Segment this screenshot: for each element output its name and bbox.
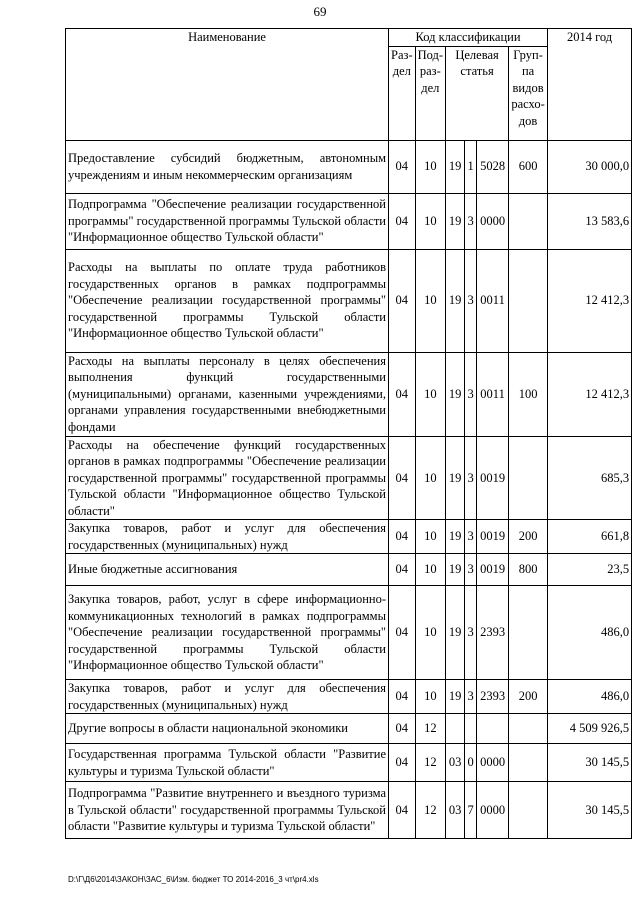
table-row: [66, 249, 632, 352]
row-cs3: 0000: [477, 744, 509, 782]
header-classification: Код классификации: [389, 29, 548, 47]
row-razdel: 04: [389, 436, 416, 520]
row-name: Расходы на выплаты персоналу в целях обеспечения выполнения функций государственными (муниципальными) органами, казенными учреждениями, органами управления государственными внебюджетными фондами: [66, 352, 389, 436]
row-podrazdel: 12: [415, 782, 445, 839]
row-cs2: 7: [465, 782, 477, 839]
row-cs1: 19: [446, 436, 465, 520]
row-cs3: 0019: [477, 520, 509, 554]
row-name: Иные бюджетные ассигнования: [66, 554, 389, 586]
row-cs3: [477, 714, 509, 744]
row-podrazdel: 10: [415, 554, 445, 586]
row-razdel: 04: [389, 140, 416, 193]
table-row: [66, 554, 632, 586]
row-razdel: 04: [389, 680, 416, 714]
row-amount: 12 412,3: [548, 352, 632, 436]
row-name: Расходы на выплаты по оплате труда работников государственных органов в рамках подпрограммы "Обеспечение реализации государственной программы" государственной программы Тульской области "Информационное общество Тульской области": [66, 249, 389, 352]
row-cs2: 3: [465, 520, 477, 554]
row-vr: 800: [509, 554, 548, 586]
header-target-article: Целевая статья: [446, 46, 509, 140]
row-amount: 486,0: [548, 586, 632, 680]
row-cs3: 0000: [477, 193, 509, 249]
table-row: [66, 520, 632, 554]
row-podrazdel: 12: [415, 714, 445, 744]
row-cs2: [465, 714, 477, 744]
row-name: Подпрограмма "Обеспечение реализации государственной программы" государственной программы Тульской области "Информационное общество Тульской области": [66, 193, 389, 249]
row-amount: 486,0: [548, 680, 632, 714]
row-cs3: 2393: [477, 680, 509, 714]
row-cs3: 0011: [477, 249, 509, 352]
row-razdel: 04: [389, 554, 416, 586]
row-cs2: 3: [465, 680, 477, 714]
row-amount: 30 145,5: [548, 782, 632, 839]
budget-table: [65, 28, 632, 839]
row-amount: 4 509 926,5: [548, 714, 632, 744]
row-cs2: 0: [465, 744, 477, 782]
row-podrazdel: 10: [415, 520, 445, 554]
row-cs2: 3: [465, 352, 477, 436]
row-cs1: 03: [446, 744, 465, 782]
table-row: [66, 586, 632, 680]
row-cs1: 19: [446, 520, 465, 554]
header-name: Наименование: [66, 29, 389, 141]
row-razdel: 04: [389, 744, 416, 782]
row-cs1: [446, 714, 465, 744]
row-razdel: 04: [389, 352, 416, 436]
row-vr: [509, 249, 548, 352]
header-subsection: Под- раз- дел: [415, 46, 445, 140]
row-cs3: 0011: [477, 352, 509, 436]
row-vr: [509, 782, 548, 839]
row-vr: 200: [509, 680, 548, 714]
row-razdel: 04: [389, 714, 416, 744]
row-cs1: 19: [446, 140, 465, 193]
row-cs1: 19: [446, 249, 465, 352]
table-row: [66, 744, 632, 782]
row-amount: 30 000,0: [548, 140, 632, 193]
row-cs2: 3: [465, 249, 477, 352]
row-name: Другие вопросы в области национальной экономики: [66, 714, 389, 744]
row-razdel: 04: [389, 193, 416, 249]
table-row: [66, 436, 632, 520]
row-podrazdel: 10: [415, 680, 445, 714]
table-body: [66, 140, 632, 839]
row-amount: 12 412,3: [548, 249, 632, 352]
row-razdel: 04: [389, 249, 416, 352]
table-row: [66, 680, 632, 714]
row-vr: 100: [509, 352, 548, 436]
row-cs1: 19: [446, 193, 465, 249]
row-cs2: 1: [465, 140, 477, 193]
row-vr: 600: [509, 140, 548, 193]
row-podrazdel: 10: [415, 193, 445, 249]
row-cs3: 0019: [477, 554, 509, 586]
row-cs1: 19: [446, 554, 465, 586]
table-row: [66, 714, 632, 744]
row-podrazdel: 10: [415, 352, 445, 436]
row-amount: 685,3: [548, 436, 632, 520]
header-expense-group: Груп- па видов расхо- дов: [509, 46, 548, 140]
row-podrazdel: 10: [415, 436, 445, 520]
row-amount: 30 145,5: [548, 744, 632, 782]
row-vr: [509, 744, 548, 782]
table-row: [66, 352, 632, 436]
row-name: Предоставление субсидий бюджетным, автономным учреждениям и иным некоммерческим организациям: [66, 140, 389, 193]
row-razdel: 04: [389, 520, 416, 554]
row-cs1: 19: [446, 680, 465, 714]
row-cs3: 2393: [477, 586, 509, 680]
row-cs3: 0000: [477, 782, 509, 839]
row-name: Государственная программа Тульской области "Развитие культуры и туризма Тульской области": [66, 744, 389, 782]
row-vr: [509, 714, 548, 744]
footer-path: D:\Г\Д6\2014\ЗАКОН\ЗАС_6\Изм. бюджет ТО 2014-2016_3 чт\pr4.xls: [68, 875, 319, 884]
page-number: 69: [313, 4, 327, 19]
row-vr: [509, 586, 548, 680]
row-amount: 661,8: [548, 520, 632, 554]
row-cs1: 19: [446, 586, 465, 680]
row-cs2: 3: [465, 554, 477, 586]
table-row: [66, 140, 632, 193]
table-row: [66, 782, 632, 839]
row-podrazdel: 12: [415, 744, 445, 782]
row-name: Расходы на обеспечение функций государственных органов в рамках подпрограммы "Обеспечение реализации государственной программы" государственной программы Тульской области "Информационное общество Тульской области": [66, 436, 389, 520]
table-row: [66, 193, 632, 249]
row-name: Закупка товаров, работ и услуг для обеспечения государственных (муниципальных) нужд: [66, 680, 389, 714]
row-podrazdel: 10: [415, 249, 445, 352]
header-section: Раз- дел: [389, 46, 416, 140]
row-cs2: 3: [465, 193, 477, 249]
row-cs3: 5028: [477, 140, 509, 193]
row-name: Закупка товаров, работ, услуг в сфере информационно-коммуникационных технологий в рамках подпрограммы "Обеспечение реализации государственной программы" государственной программы Тульской области "Информационное общество Тульской области": [66, 586, 389, 680]
header-year: 2014 год: [548, 29, 632, 141]
row-cs1: 03: [446, 782, 465, 839]
row-name: Закупка товаров, работ и услуг для обеспечения государственных (муниципальных) нужд: [66, 520, 389, 554]
row-razdel: 04: [389, 782, 416, 839]
row-name: Подпрограмма "Развитие внутреннего и въездного туризма в Тульской области" государственной программы Тульской области "Развитие культуры и туризма Тульской области": [66, 782, 389, 839]
row-vr: [509, 436, 548, 520]
row-cs2: 3: [465, 436, 477, 520]
row-cs2: 3: [465, 586, 477, 680]
table-header: [66, 29, 632, 141]
row-amount: 23,5: [548, 554, 632, 586]
row-podrazdel: 10: [415, 140, 445, 193]
row-podrazdel: 10: [415, 586, 445, 680]
row-vr: 200: [509, 520, 548, 554]
row-cs1: 19: [446, 352, 465, 436]
row-vr: [509, 193, 548, 249]
row-amount: 13 583,6: [548, 193, 632, 249]
row-cs3: 0019: [477, 436, 509, 520]
row-razdel: 04: [389, 586, 416, 680]
